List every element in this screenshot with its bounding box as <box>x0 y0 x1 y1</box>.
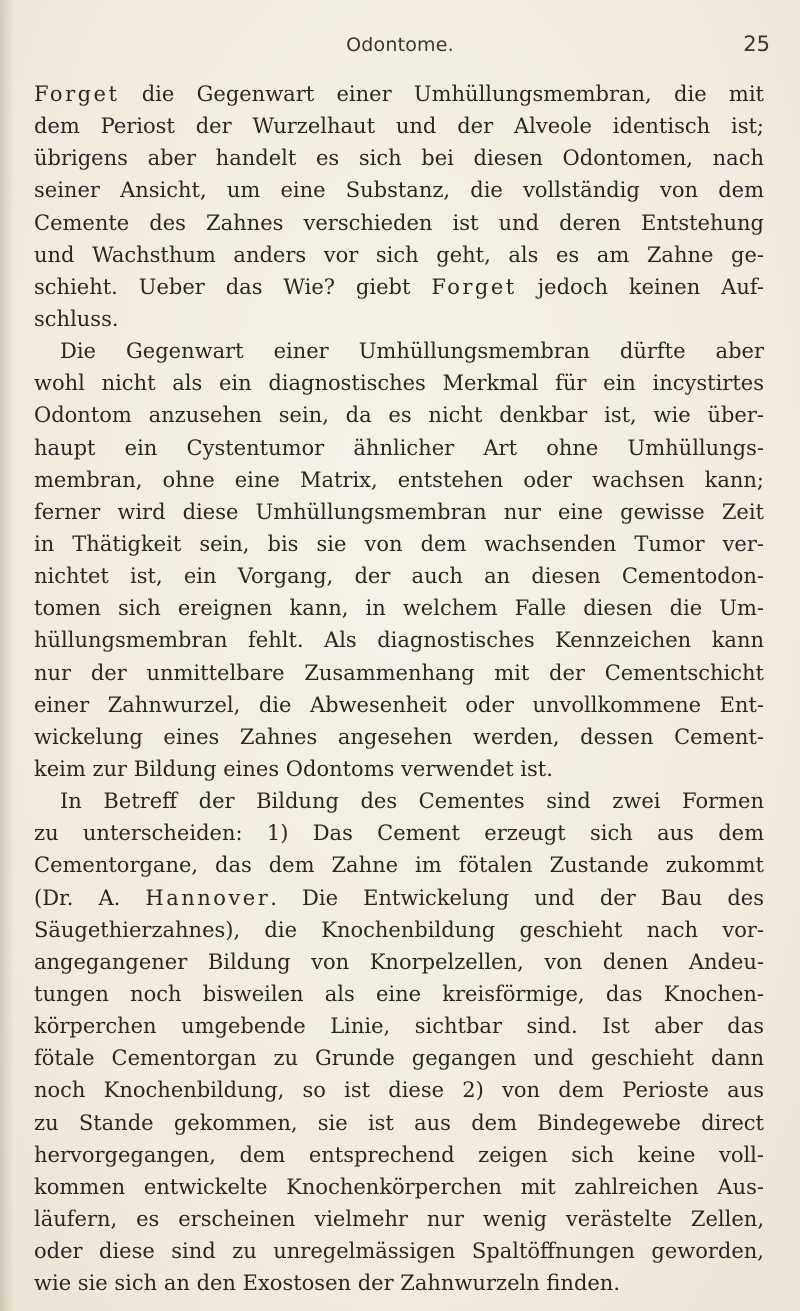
text-line <box>34 335 764 367</box>
text-segment: zu Stande gekommen, sie ist aus dem Bindegewebe direct <box>34 1110 764 1135</box>
author-name: Forget <box>431 274 517 299</box>
text-segment: oder diese sind zu unregelmässigen Spaltöffnungen geworden, <box>34 1239 764 1264</box>
text-segment: körperchen umgebende Linie, sichtbar sind. Ist aber das <box>34 1014 764 1039</box>
text-line <box>34 1042 764 1074</box>
text-line <box>34 592 764 624</box>
text-line <box>34 1267 764 1299</box>
text-segment: läufern, es erscheinen vielmehr nur wenig verästelte Zellen, <box>34 1206 764 1231</box>
body-text <box>34 78 764 1299</box>
text-segment: einer Zahnwurzel, die Abwesenheit oder unvollkommene Ent- <box>34 692 764 717</box>
text-segment: In Betreff der Bildung des Cementes sind zwei Formen <box>60 789 764 814</box>
text-segment: seiner Ansicht, um eine Substanz, die vollständig von dem <box>34 178 764 203</box>
page-number: 25 <box>743 32 770 56</box>
text-segment: ferner wird diese Umhüllungsmembran nur eine gewisse Zeit <box>34 499 764 524</box>
text-line <box>34 753 764 785</box>
text-line <box>34 110 764 142</box>
text-line <box>34 785 764 817</box>
text-line <box>34 271 764 303</box>
text-segment: haupt ein Cystentumor ähnlicher Art ohne Umhüllungs- <box>34 435 764 460</box>
text-segment: keim zur Bildung eines Odontoms verwendet ist. <box>34 756 553 781</box>
text-segment: zu unterscheiden: 1) Das Cement erzeugt sich aus dem <box>34 821 764 846</box>
text-segment: Cemente des Zahnes verschieden ist und deren Entstehung <box>34 210 764 235</box>
text-line <box>34 239 764 271</box>
text-line <box>34 464 764 496</box>
text-segment: tomen sich ereignen kann, in welchem Falle diesen die Um- <box>34 596 764 621</box>
text-line <box>34 207 764 239</box>
page-edge-shadow <box>0 0 14 1311</box>
text-line <box>34 1203 764 1235</box>
text-segment: jedoch keinen Auf- <box>516 274 764 299</box>
text-segment: schluss. <box>34 306 119 331</box>
text-line <box>34 721 764 753</box>
text-line <box>34 399 764 431</box>
text-segment: wie sie sich an den Exostosen der Zahnwurzeln finden. <box>34 1271 621 1296</box>
text-segment: hüllungsmembran fehlt. Als diagnostisches Kennzeichen kann <box>34 628 764 653</box>
text-segment: wohl nicht als ein diagnostisches Merkmal für ein incystirtes <box>34 371 764 396</box>
text-segment: hervorgegangen, dem entsprechend zeigen sich keine voll- <box>34 1142 764 1167</box>
text-segment: noch Knochenbildung, so ist diese 2) von dem Perioste aus <box>34 1078 764 1103</box>
text-line <box>34 817 764 849</box>
text-line <box>34 1010 764 1042</box>
text-segment: . Die Entwickelung und der Bau des <box>270 885 764 910</box>
text-line <box>34 657 764 689</box>
running-head <box>0 30 800 60</box>
text-line <box>34 946 764 978</box>
text-segment: schieht. Ueber das Wie? giebt <box>34 274 432 299</box>
text-segment: Cementorgane, das dem Zahne im fötalen Zustande zukommt <box>34 853 764 878</box>
text-line <box>34 624 764 656</box>
text-line <box>34 1171 764 1203</box>
text-segment: dem Periost der Wurzelhaut und der Alveole identisch ist; <box>34 114 764 139</box>
text-segment: in Thätigkeit sein, bis sie von dem wachsenden Tumor ver- <box>34 531 764 556</box>
text-line <box>34 882 764 914</box>
text-line <box>34 1107 764 1139</box>
text-line <box>34 1074 764 1106</box>
author-name: Forget <box>34 82 120 106</box>
text-segment: Die Gegenwart einer Umhüllungsmembran dürfte aber <box>60 339 764 364</box>
text-segment: nur der unmittelbare Zusammenhang mit der Cementschicht <box>34 660 764 685</box>
text-segment: die Gegenwart einer Umhüllungsmembran, die mit <box>119 82 764 106</box>
text-line <box>34 367 764 399</box>
text-line <box>34 914 764 946</box>
text-segment: kommen entwickelte Knochenkörperchen mit zahlreichen Aus- <box>34 1174 764 1199</box>
text-line <box>34 496 764 528</box>
text-segment: Säugethierzahnes), die Knochenbildung geschieht nach vor- <box>34 917 764 942</box>
text-segment: Odontom anzusehen sein, da es nicht denkbar ist, wie über- <box>34 403 764 428</box>
text-segment: membran, ohne eine Matrix, entstehen oder wachsen kann; <box>34 467 764 492</box>
text-line <box>34 142 764 174</box>
text-line <box>34 303 764 335</box>
text-segment: wickelung eines Zahnes angesehen werden, dessen Cement- <box>34 724 764 749</box>
text-segment: nichtet ist, ein Vorgang, der auch an diesen Cementodon- <box>34 564 764 589</box>
text-segment: tungen noch bisweilen als eine kreisförmige, das Knochen- <box>34 981 764 1006</box>
text-line <box>34 978 764 1010</box>
text-segment: fötale Cementorgan zu Grunde gegangen und geschieht dann <box>34 1046 764 1071</box>
running-head-title: Odontome. <box>346 34 454 56</box>
text-segment: (Dr. A. <box>34 885 146 910</box>
text-line <box>34 560 764 592</box>
text-line <box>34 174 764 206</box>
text-line <box>34 78 764 110</box>
text-line <box>34 528 764 560</box>
text-line <box>34 689 764 721</box>
text-line <box>34 1235 764 1267</box>
text-segment: übrigens aber handelt es sich bei diesen Odontomen, nach <box>34 146 764 171</box>
text-line <box>34 432 764 464</box>
text-segment: und Wachsthum anders vor sich geht, als es am Zahne ge- <box>34 242 764 267</box>
text-line <box>34 1139 764 1171</box>
author-name: Hannover <box>145 885 271 910</box>
text-line <box>34 849 764 881</box>
text-segment: angegangener Bildung von Knorpelzellen, von denen Andeu- <box>34 949 764 974</box>
